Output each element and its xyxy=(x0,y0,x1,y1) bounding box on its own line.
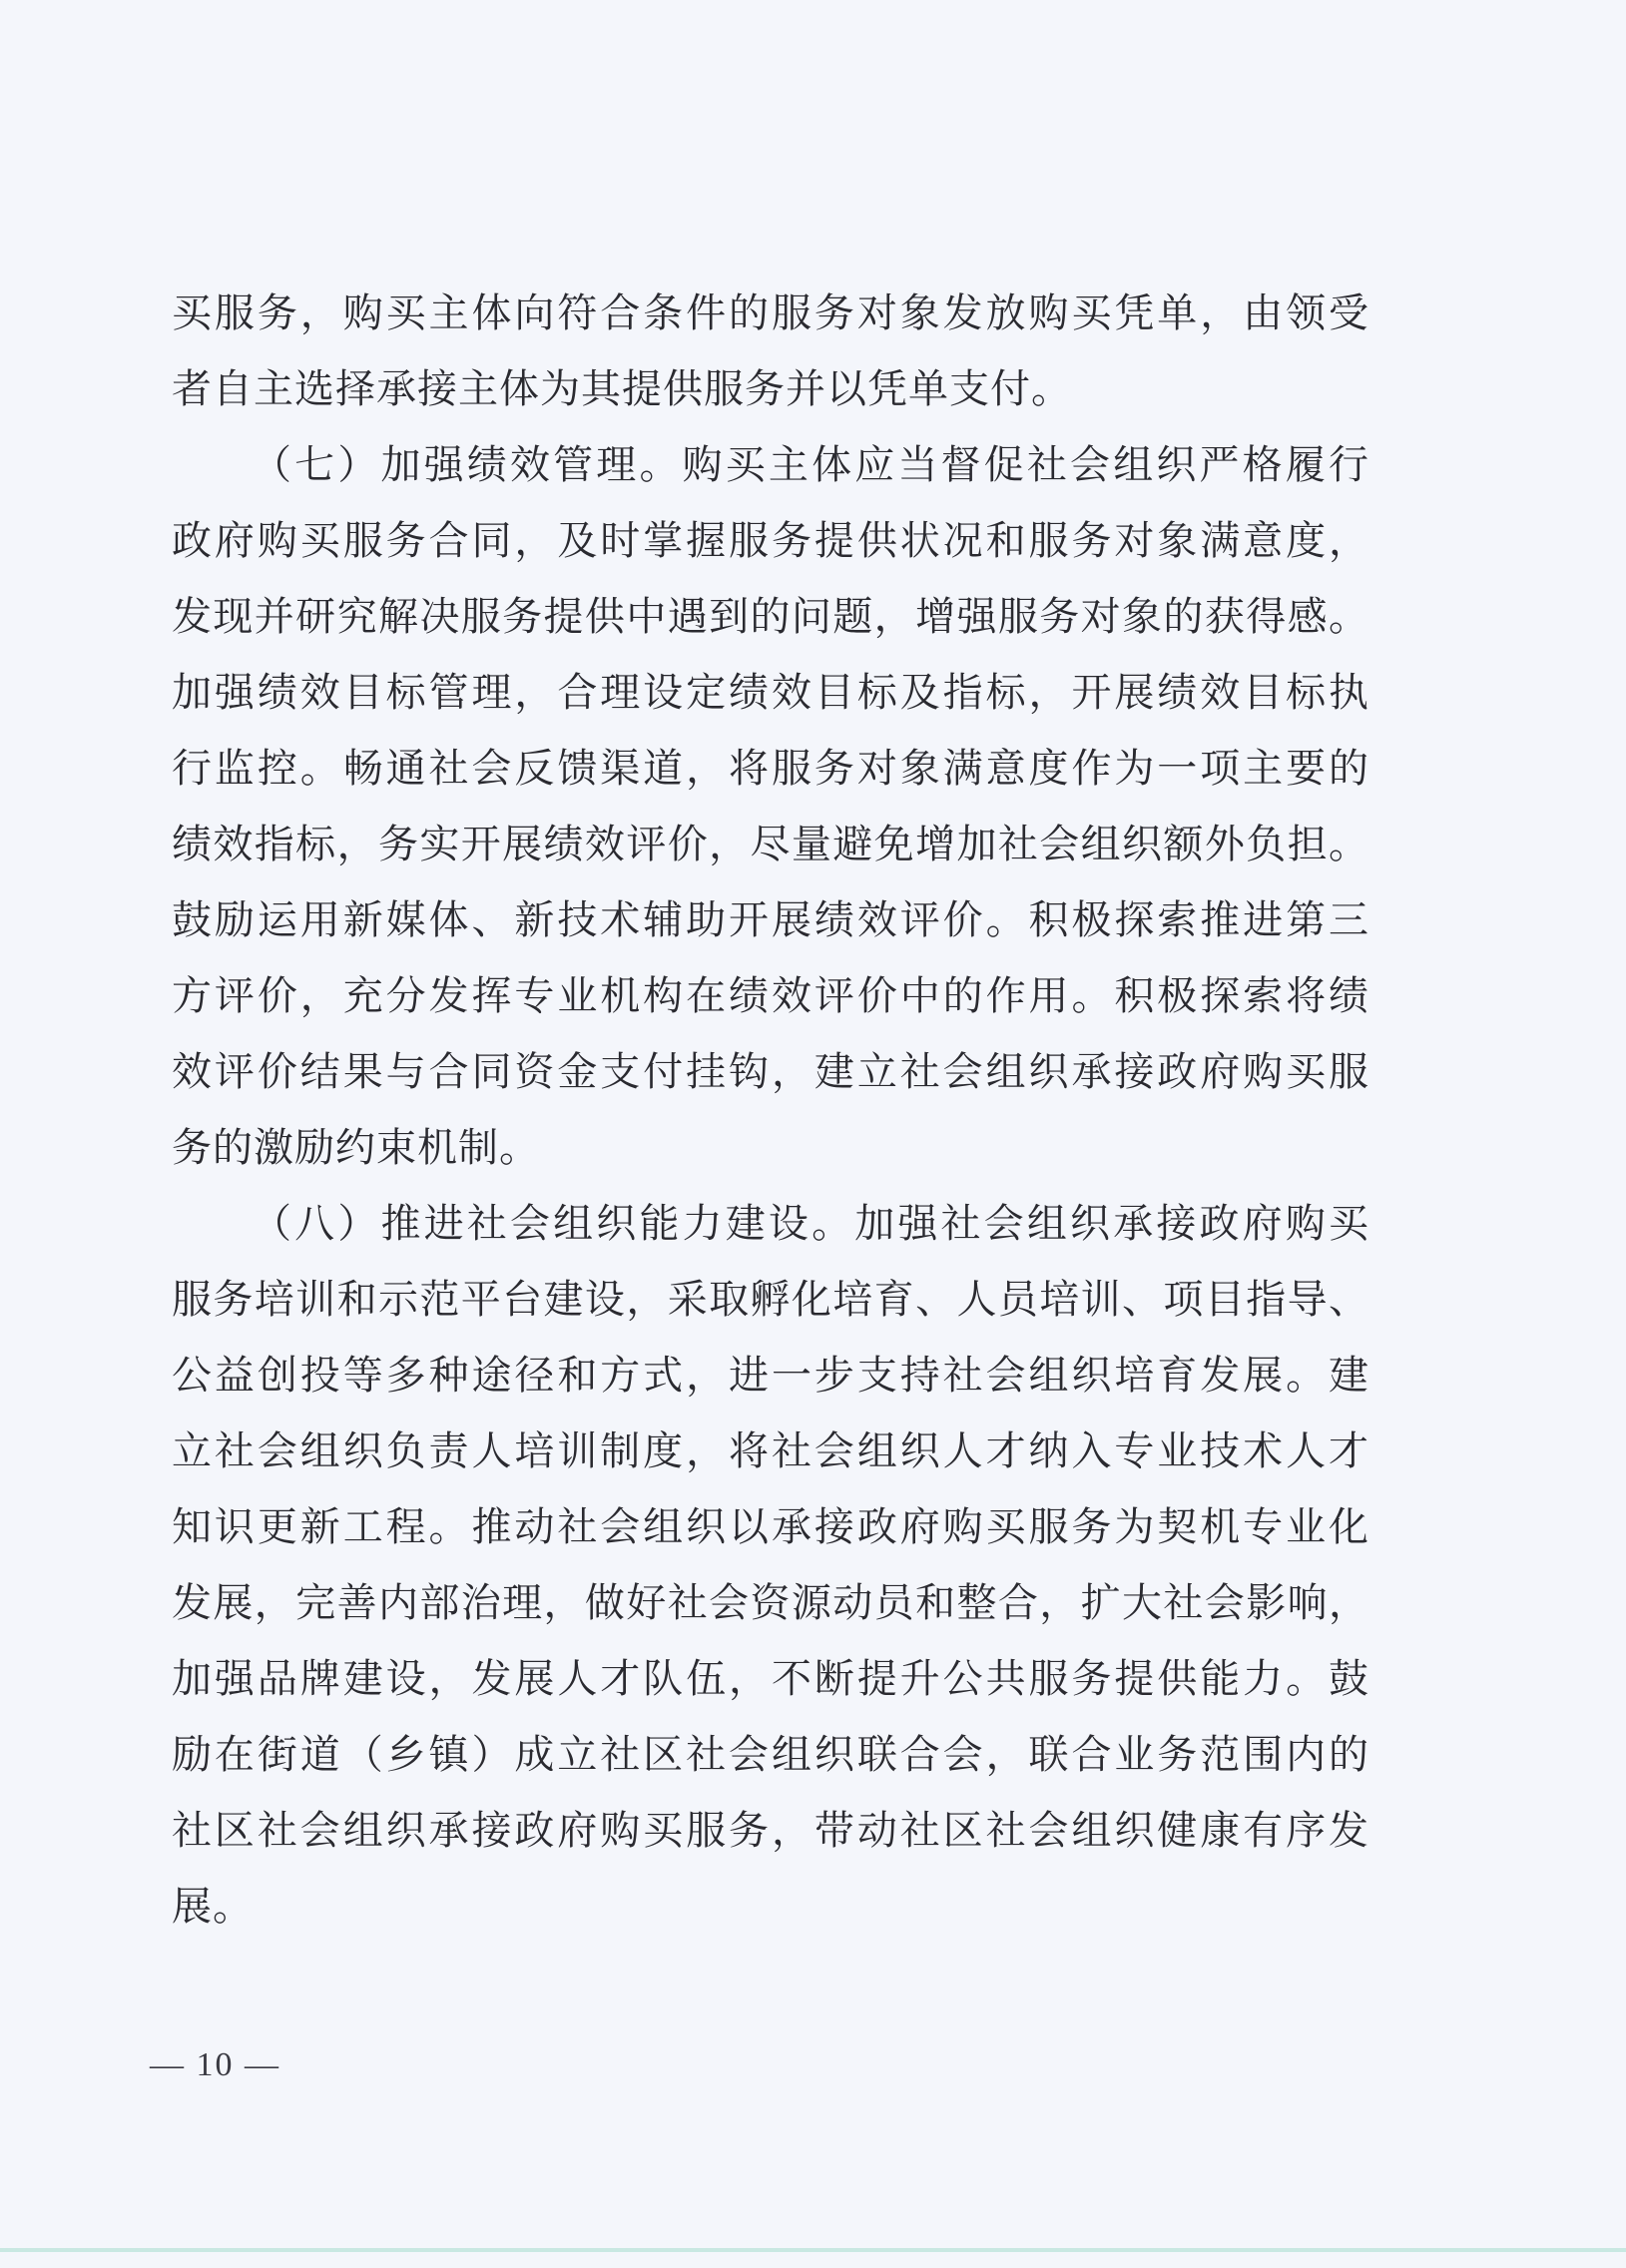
text-line: 行监控。畅通社会反馈渠道，将服务对象满意度作为一项主要的 xyxy=(172,746,1369,792)
text-line: 方评价，充分发挥专业机构在绩效评价中的作用。积极探索将绩 xyxy=(172,973,1369,1019)
text-line: 加强品牌建设，发展人才队伍，不断提升公共服务提供能力。鼓 xyxy=(172,1656,1369,1702)
text-line: 加强绩效目标管理，合理设定绩效目标及指标，开展绩效目标执 xyxy=(172,670,1369,716)
page-number: — 10 — xyxy=(150,2046,280,2083)
section-heading-line: （八）推进社会组织能力建设。加强社会组织承接政府购买 xyxy=(252,1201,1369,1247)
text-line: 效评价结果与合同资金支付挂钩，建立社会组织承接政府购买服 xyxy=(172,1049,1369,1095)
text-line: 政府购买服务合同，及时掌握服务提供状况和服务对象满意度， xyxy=(172,518,1369,564)
text-line: 者自主选择承接主体为其提供服务并以凭单支付。 xyxy=(172,366,1072,412)
text-line: 立社会组织负责人培训制度，将社会组织人才纳入专业技术人才 xyxy=(172,1428,1369,1474)
text-line: 发展，完善内部治理，做好社会资源动员和整合，扩大社会影响， xyxy=(172,1580,1369,1626)
text-line: 知识更新工程。推动社会组织以承接政府购买服务为契机专业化 xyxy=(172,1504,1369,1550)
text-line: 绩效指标，务实开展绩效评价，尽量避免增加社会组织额外负担。 xyxy=(172,822,1369,867)
text-line: 鼓励运用新媒体、新技术辅助开展绩效评价。积极探索推进第三 xyxy=(172,897,1369,943)
text-line: 励在街道（乡镇）成立社区社会组织联合会，联合业务范围内的 xyxy=(172,1732,1369,1778)
text-line: 买服务，购买主体向符合条件的服务对象发放购买凭单，由领受 xyxy=(172,290,1369,336)
section-heading-line: （七）加强绩效管理。购买主体应当督促社会组织严格履行 xyxy=(252,442,1369,488)
text-line: 发现并研究解决服务提供中遇到的问题，增强服务对象的获得感。 xyxy=(172,594,1369,640)
text-line: 服务培训和示范平台建设，采取孵化培育、人员培训、项目指导、 xyxy=(172,1277,1369,1323)
text-line: 公益创投等多种途径和方式，进一步支持社会组织培育发展。建 xyxy=(172,1353,1369,1399)
body-text xyxy=(172,276,1369,1945)
text-line: 社区社会组织承接政府购买服务，带动社区社会组织健康有序发 xyxy=(172,1808,1369,1854)
bottom-edge-rule xyxy=(0,2248,1626,2252)
text-line: 展。 xyxy=(172,1884,254,1930)
text-line: 务的激励约束机制。 xyxy=(172,1125,540,1171)
